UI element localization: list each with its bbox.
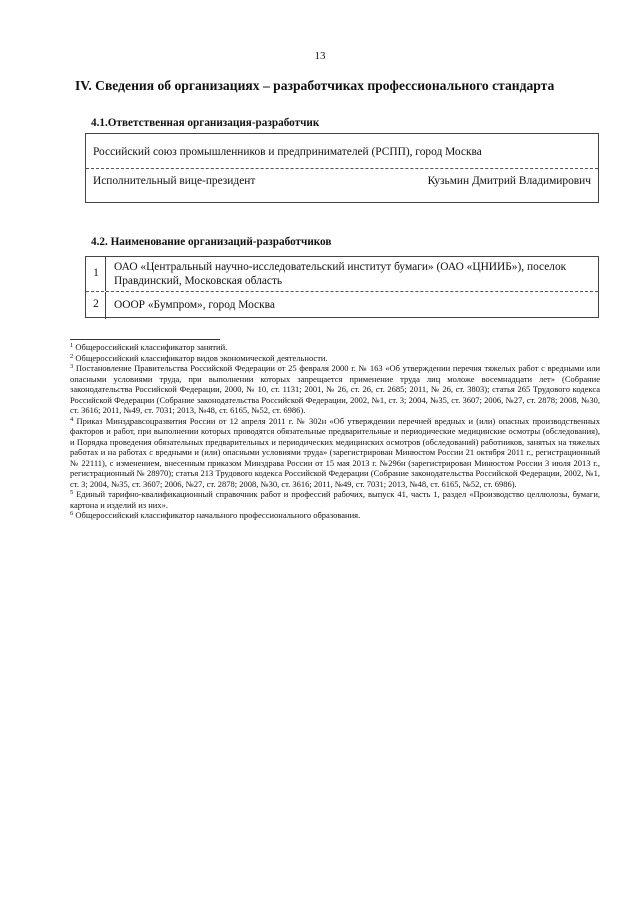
footnote-mark: 2	[70, 352, 74, 360]
footnote	[70, 363, 600, 416]
footnote-text: Общероссийский классификатор занятий.	[75, 342, 228, 352]
footnote	[70, 489, 600, 510]
footnote-text: Приказ Минздравсоцразвития России от 12 апреля 2011 г. № 302н «Об утверждении перечней вредных и (или) опасных производственных факторов и работ, при выполнении которых проводятся обязательные предварительные и периодические медицинские осмотры (обследования), и Порядка проведения обязательных предварительных и периодических медицинских осмотров (обследований) работников, занятых на тяжелых работах и на работах с вредными и (или) опасными условиями труда» (зарегистрирован Минюстом России 21 октября 2011 г., регистрационный № 22111), с изменением, внесенным приказом Минздрава России от 15 мая 2013 г. №296н (зарегистрирован Минюстом России 3 июля 2013 г., регистрационный № 28970); статья 213 Трудового кодекса Российской Федерации (Собрание законодательства Российской Федерации, 2002, №1, ст. 3; 2004, №35, ст. 3607; 2006, №27, ст. 2878; 2008, №30, ст. 3616; 2011, №49, ст. 7031; 2013, №48, ст. 6165, №52, ст. 6986).	[70, 415, 601, 489]
row-number-cell	[86, 257, 106, 291]
responsible-org-title: 4.1.Ответственная организация-разработчик	[91, 117, 320, 129]
footnote	[70, 342, 600, 353]
responsible-org-name: Российский союз промышленников и предпринимателей (РСПП), город Москва	[93, 146, 482, 158]
footnote-mark: 1	[70, 342, 74, 349]
footnote-text: Общероссийский классификатор видов экономической деятельности.	[75, 352, 328, 363]
footnote	[70, 353, 600, 364]
developer-orgs-table	[85, 256, 599, 318]
footnote-text: Общероссийский классификатор начального профессионального образования.	[75, 510, 361, 520]
footnote-divider	[70, 339, 220, 340]
row-number: 2	[93, 298, 99, 310]
footnote	[70, 510, 600, 521]
footnote-mark: 3	[70, 363, 74, 370]
responsible-org-row	[86, 134, 598, 169]
footnote-mark: 4	[70, 415, 74, 423]
org-name-cell: ОООР «Бумпром», город Москва	[114, 299, 275, 311]
org-name-cell: ОАО «Центральный научно-исследовательский институт бумаги» (ОАО «ЦНИИБ»), поселок Правдинский, Московская область	[114, 261, 567, 287]
footnote-text: Единый тарифно-квалификационный справочник работ и профессий рабочих, выпуск 41, часть 1, раздел «Производство целлюлозы, бумаги, картона и изделий из них».	[70, 489, 600, 510]
footnote-mark: 6	[70, 510, 74, 517]
footnotes	[70, 342, 600, 521]
responsible-org-box	[85, 133, 599, 203]
responsible-person-name: Кузьмин Дмитрий Владимирович	[427, 175, 591, 187]
responsible-person-row	[86, 169, 598, 204]
responsible-person-position: Исполнительный вице-президент	[93, 175, 256, 187]
section-title: IV. Сведения об организациях – разработчиках профессионального стандарта	[75, 78, 555, 93]
developer-orgs-title: 4.2. Наименование организаций-разработчиков	[91, 236, 332, 248]
table-row	[86, 292, 598, 319]
row-number: 1	[93, 267, 99, 279]
page-number: 13	[314, 50, 326, 62]
row-number-cell	[86, 292, 106, 319]
footnote-text: Постановление Правительства Российской Федерации от 25 февраля 2000 г. № 163 «Об утверждении перечня тяжелых работ с вредными или опасными условиями труда, при выполнении которых запрещается применение труда лиц моложе восемнадцати лет» (Собрание законодательства Российской Федерации, 2000, № 10, ст. 1131; 2001, № 26, ст. 26, ст. 2685; 2011, № 26, ст. 3803); статья 265 Трудового кодекса Российской Федерации (Собрание законодательства Российской Федерации, 2002, №1, ст. 3; 2004, №35, ст. 3607; 2006, №27, ст. 2878; 2008, №30, ст. 3616; 2011, №49, ст. 7031; 2013, №48, ст. 6165, №52, ст. 6986).	[70, 363, 601, 415]
footnote	[70, 416, 600, 490]
table-row	[86, 257, 598, 292]
footnote-mark: 5	[70, 489, 74, 496]
